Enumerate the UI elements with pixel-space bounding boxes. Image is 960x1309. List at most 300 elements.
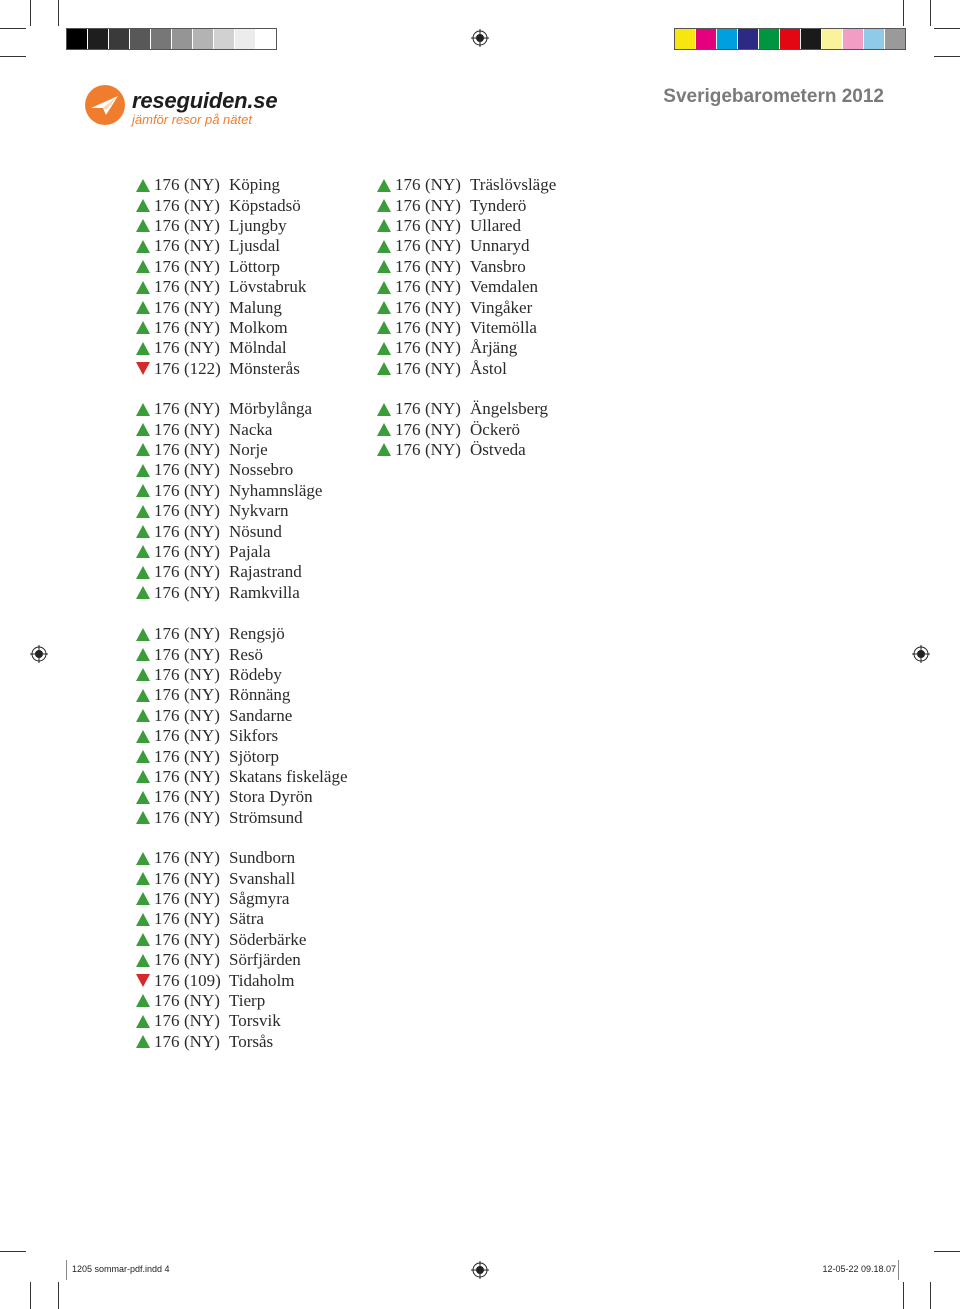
place-name: Mölndal [229, 338, 287, 358]
triangle-up-icon [377, 260, 395, 273]
triangle-up-icon [136, 933, 154, 946]
crop-mark [930, 1282, 931, 1309]
ranking-group [136, 399, 366, 603]
triangle-up-icon [136, 872, 154, 885]
previous-rank: (NY) [184, 888, 220, 908]
previous-rank: (NY) [425, 358, 461, 378]
previous-rank: (NY) [184, 521, 220, 541]
previous-rank: (NY) [184, 644, 220, 664]
ranking-group [377, 175, 607, 379]
ranking-row [136, 195, 366, 215]
place-name: Löttorp [229, 256, 280, 276]
registration-target-icon [471, 29, 489, 47]
rank-value: 176 [154, 480, 180, 500]
previous-rank: (NY) [184, 990, 220, 1010]
color-swatch [171, 29, 192, 49]
rank-value: 176 [154, 256, 180, 276]
rank-value: 176 [154, 399, 180, 419]
ranking-row [136, 440, 366, 460]
triangle-up-icon [377, 403, 395, 416]
color-swatch [192, 29, 213, 49]
rank-value: 176 [154, 439, 180, 459]
ranking-row [136, 767, 366, 787]
ranking-row [136, 787, 366, 807]
triangle-up-icon [377, 423, 395, 436]
rank-value: 176 [395, 277, 421, 297]
place-name: Söderbärke [229, 929, 307, 949]
place-name: Öckerö [470, 419, 521, 439]
rank-value: 176 [395, 215, 421, 235]
place-name: Molkom [229, 317, 288, 337]
triangle-up-icon [136, 342, 154, 355]
triangle-up-icon [377, 281, 395, 294]
place-name: Ljusdal [229, 236, 280, 256]
triangle-up-icon [136, 281, 154, 294]
previous-rank: (NY) [184, 480, 220, 500]
triangle-up-icon [136, 321, 154, 334]
ranking-row [136, 562, 366, 582]
place-name: Nossebro [229, 460, 294, 480]
place-name: Mönsterås [229, 358, 300, 378]
previous-rank: (NY) [425, 399, 461, 419]
rank-value: 176 [154, 419, 180, 439]
place-name: Mörbylånga [229, 399, 313, 419]
previous-rank: (NY) [425, 439, 461, 459]
triangle-up-icon [377, 219, 395, 232]
ranking-row [136, 746, 366, 766]
crop-mark [934, 28, 960, 29]
triangle-up-icon [136, 750, 154, 763]
previous-rank: (NY) [425, 419, 461, 439]
place-name: Skatans fiskeläge [229, 766, 348, 786]
color-swatch [87, 29, 108, 49]
previous-rank: (NY) [184, 439, 220, 459]
triangle-up-icon [136, 586, 154, 599]
rank-value: 176 [395, 175, 421, 195]
rank-value: 176 [154, 501, 180, 521]
rank-value: 176 [154, 236, 180, 256]
rank-value: 176 [154, 705, 180, 725]
triangle-up-icon [377, 443, 395, 456]
logo-name: reseguiden.se [132, 88, 278, 113]
ranking-row [136, 1011, 366, 1031]
place-name: Rönnäng [229, 685, 291, 705]
color-swatch [255, 29, 276, 49]
previous-rank: (NY) [184, 664, 220, 684]
previous-rank: (NY) [184, 1011, 220, 1031]
ranking-row [136, 644, 366, 664]
slug-divider [66, 1260, 67, 1280]
previous-rank: (NY) [184, 175, 220, 195]
ranking-row [136, 991, 366, 1011]
logo-tagline: jämför resor på nätet [132, 112, 252, 127]
color-swatch [129, 29, 150, 49]
place-name: Sågmyra [229, 888, 290, 908]
ranking-row [377, 257, 607, 277]
color-swatch [842, 29, 863, 49]
triangle-up-icon [136, 913, 154, 926]
rank-value: 176 [154, 215, 180, 235]
place-name: Åstol [470, 358, 507, 378]
slug-divider [898, 1260, 899, 1280]
ranking-row [136, 297, 366, 317]
color-swatch [800, 29, 821, 49]
place-name: Unnaryd [470, 236, 530, 256]
rank-value: 176 [154, 175, 180, 195]
triangle-up-icon [136, 240, 154, 253]
previous-rank: (NY) [184, 909, 220, 929]
triangle-up-icon [136, 505, 154, 518]
place-name: Årjäng [470, 338, 518, 358]
crop-mark [30, 1282, 31, 1309]
color-swatch [779, 29, 800, 49]
ranking-row [136, 359, 366, 379]
rank-value: 176 [154, 909, 180, 929]
place-name: Sundborn [229, 848, 296, 868]
ranking-row [136, 706, 366, 726]
triangle-up-icon [136, 179, 154, 192]
triangle-up-icon [136, 301, 154, 314]
ranking-row [136, 542, 366, 562]
color-swatch [150, 29, 171, 49]
place-name: Svanshall [229, 868, 296, 888]
place-name: Torsvik [229, 1011, 281, 1031]
previous-rank: (NY) [184, 562, 220, 582]
rank-value: 176 [395, 439, 421, 459]
rank-value: 176 [395, 338, 421, 358]
color-swatch [737, 29, 758, 49]
place-name: Tierp [229, 990, 266, 1010]
triangle-up-icon [136, 892, 154, 905]
ranking-row [377, 440, 607, 460]
ranking-row [136, 216, 366, 236]
rank-value: 176 [154, 1011, 180, 1031]
previous-rank: (NY) [184, 501, 220, 521]
place-name: Träslövsläge [470, 175, 557, 195]
crop-mark [930, 0, 931, 26]
previous-rank: (NY) [184, 766, 220, 786]
registration-target-icon [30, 645, 48, 663]
crop-mark [30, 0, 31, 26]
rank-value: 176 [154, 460, 180, 480]
place-name: Resö [229, 644, 263, 664]
ranking-row [377, 359, 607, 379]
triangle-up-icon [136, 260, 154, 273]
rank-value: 176 [154, 562, 180, 582]
previous-rank: (NY) [425, 338, 461, 358]
triangle-up-icon [377, 199, 395, 212]
crop-mark [934, 1251, 960, 1252]
triangle-up-icon [136, 668, 154, 681]
color-swatch [863, 29, 884, 49]
previous-rank: (NY) [184, 807, 220, 827]
place-name: Köping [229, 175, 280, 195]
previous-rank: (NY) [184, 541, 220, 561]
rank-value: 176 [154, 787, 180, 807]
previous-rank: (NY) [184, 787, 220, 807]
rank-value: 176 [395, 399, 421, 419]
place-name: Lövstabruk [229, 277, 307, 297]
crop-mark [903, 1282, 904, 1309]
color-swatch [695, 29, 716, 49]
place-name: Vansbro [470, 256, 526, 276]
place-name: Sörfjärden [229, 950, 301, 970]
rank-value: 176 [154, 990, 180, 1010]
rank-value: 176 [154, 644, 180, 664]
previous-rank: (NY) [425, 277, 461, 297]
place-name: Tidaholm [229, 970, 295, 990]
previous-rank: (NY) [184, 705, 220, 725]
previous-rank: (NY) [425, 175, 461, 195]
rank-value: 176 [154, 970, 180, 990]
previous-rank: (NY) [184, 746, 220, 766]
triangle-down-icon [136, 974, 154, 987]
rank-value: 176 [154, 582, 180, 602]
rank-value: 176 [395, 317, 421, 337]
triangle-up-icon [136, 954, 154, 967]
place-name: Nacka [229, 419, 273, 439]
rank-value: 176 [395, 297, 421, 317]
color-swatch [67, 29, 87, 49]
rank-value: 176 [154, 521, 180, 541]
place-name: Nösund [229, 521, 282, 541]
ranking-row [136, 624, 366, 644]
ranking-row [136, 338, 366, 358]
crop-mark [0, 56, 26, 57]
previous-rank: (NY) [425, 317, 461, 337]
previous-rank: (NY) [184, 215, 220, 235]
triangle-up-icon [136, 484, 154, 497]
previous-rank: (NY) [184, 868, 220, 888]
previous-rank: (NY) [184, 1031, 220, 1051]
triangle-up-icon [377, 362, 395, 375]
triangle-up-icon [136, 443, 154, 456]
rank-value: 176 [154, 1031, 180, 1051]
rank-value: 176 [154, 888, 180, 908]
previous-rank: (NY) [184, 236, 220, 256]
rank-value: 176 [154, 868, 180, 888]
ranking-row [136, 848, 366, 868]
triangle-up-icon [136, 791, 154, 804]
place-name: Sandarne [229, 705, 293, 725]
color-swatch [758, 29, 779, 49]
place-name: Rengsjö [229, 624, 285, 644]
previous-rank: (122) [184, 358, 221, 378]
triangle-up-icon [377, 342, 395, 355]
ranking-row [377, 195, 607, 215]
ranking-row [136, 399, 366, 419]
rank-value: 176 [154, 541, 180, 561]
crop-mark [0, 28, 26, 29]
triangle-up-icon [377, 321, 395, 334]
previous-rank: (NY) [425, 256, 461, 276]
previous-rank: (NY) [184, 950, 220, 970]
ranking-row [136, 236, 366, 256]
date-slug: 12-05-22 09.18.07 [822, 1264, 896, 1274]
previous-rank: (NY) [184, 685, 220, 705]
rank-value: 176 [154, 746, 180, 766]
color-swatch [675, 29, 695, 49]
ranking-row [136, 501, 366, 521]
triangle-up-icon [136, 199, 154, 212]
triangle-up-icon [136, 709, 154, 722]
previous-rank: (NY) [184, 460, 220, 480]
previous-rank: (NY) [184, 297, 220, 317]
triangle-up-icon [136, 525, 154, 538]
ranking-row [377, 338, 607, 358]
place-name: Vemdalen [470, 277, 538, 297]
triangle-down-icon [136, 362, 154, 375]
place-name: Ramkvilla [229, 582, 300, 602]
previous-rank: (NY) [184, 195, 220, 215]
ranking-group [377, 399, 607, 460]
previous-rank: (NY) [425, 215, 461, 235]
ranking-row [136, 318, 366, 338]
rank-value: 176 [154, 807, 180, 827]
ranking-row [136, 868, 366, 888]
document-title: Sverigebarometern 2012 [663, 86, 884, 107]
rank-value: 176 [395, 256, 421, 276]
triangle-up-icon [136, 566, 154, 579]
ranking-row [136, 277, 366, 297]
triangle-up-icon [136, 648, 154, 661]
crop-mark [58, 1282, 59, 1309]
crop-mark [934, 56, 960, 57]
ranking-row [377, 236, 607, 256]
place-name: Sikfors [229, 726, 279, 746]
previous-rank: (NY) [184, 726, 220, 746]
triangle-up-icon [136, 811, 154, 824]
ranking-row [136, 460, 366, 480]
rank-value: 176 [154, 766, 180, 786]
rank-value: 176 [154, 624, 180, 644]
rank-value: 176 [395, 236, 421, 256]
triangle-up-icon [136, 1015, 154, 1028]
triangle-up-icon [136, 852, 154, 865]
previous-rank: (NY) [184, 317, 220, 337]
registration-target-icon [912, 645, 930, 663]
ranking-row [136, 257, 366, 277]
rank-value: 176 [154, 358, 180, 378]
ranking-row [136, 175, 366, 195]
rank-value: 176 [154, 950, 180, 970]
crop-mark [0, 1251, 26, 1252]
place-name: Östveda [470, 439, 526, 459]
rank-value: 176 [395, 419, 421, 439]
ranking-row [136, 726, 366, 746]
rank-value: 176 [395, 358, 421, 378]
ranking-row [136, 419, 366, 439]
process-color-bar [674, 28, 906, 50]
triangle-up-icon [136, 689, 154, 702]
triangle-up-icon [136, 628, 154, 641]
place-name: Ljungby [229, 215, 287, 235]
triangle-up-icon [136, 770, 154, 783]
triangle-up-icon [136, 403, 154, 416]
ranking-row [377, 318, 607, 338]
rank-value: 176 [154, 848, 180, 868]
rank-value: 176 [154, 297, 180, 317]
previous-rank: (NY) [184, 419, 220, 439]
place-name: Stora Dyrön [229, 787, 313, 807]
previous-rank: (NY) [184, 929, 220, 949]
place-name: Ullared [470, 215, 521, 235]
triangle-up-icon [136, 545, 154, 558]
rank-value: 176 [154, 338, 180, 358]
ranking-row [136, 970, 366, 990]
color-swatch [884, 29, 905, 49]
rank-value: 176 [154, 317, 180, 337]
triangle-up-icon [136, 1035, 154, 1048]
color-swatch [234, 29, 255, 49]
place-name: Strömsund [229, 807, 303, 827]
place-name: Tynderö [470, 195, 527, 215]
crop-mark [58, 0, 59, 26]
color-swatch [213, 29, 234, 49]
rank-value: 176 [154, 929, 180, 949]
ranking-row [136, 583, 366, 603]
place-name: Sätra [229, 909, 264, 929]
ranking-row [136, 950, 366, 970]
file-slug: 1205 sommar-pdf.indd 4 [72, 1264, 170, 1274]
ranking-row [136, 930, 366, 950]
previous-rank: (NY) [184, 399, 220, 419]
place-name: Nykvarn [229, 501, 289, 521]
previous-rank: (NY) [184, 848, 220, 868]
rank-value: 176 [154, 277, 180, 297]
place-name: Rajastrand [229, 562, 302, 582]
ranking-row [377, 216, 607, 236]
previous-rank: (NY) [425, 297, 461, 317]
triangle-up-icon [136, 423, 154, 436]
ranking-group [136, 624, 366, 828]
rank-value: 176 [154, 195, 180, 215]
color-swatch [821, 29, 842, 49]
ranking-row [136, 481, 366, 501]
triangle-up-icon [136, 219, 154, 232]
ranking-group [136, 175, 366, 379]
place-name: Ängelsberg [470, 399, 549, 419]
place-name: Torsås [229, 1031, 274, 1051]
ranking-row [377, 419, 607, 439]
previous-rank: (NY) [184, 338, 220, 358]
previous-rank: (NY) [425, 236, 461, 256]
color-swatch [108, 29, 129, 49]
ranking-row [377, 175, 607, 195]
rank-value: 176 [154, 685, 180, 705]
place-name: Nyhamnsläge [229, 480, 323, 500]
ranking-row [136, 1032, 366, 1052]
reseguiden-logo [84, 84, 344, 128]
ranking-row [377, 297, 607, 317]
place-name: Rödeby [229, 664, 282, 684]
paper-plane-icon [84, 84, 126, 126]
triangle-up-icon [377, 179, 395, 192]
ranking-row [136, 685, 366, 705]
ranking-row [136, 808, 366, 828]
place-name: Vitemölla [470, 317, 537, 337]
previous-rank: (NY) [425, 195, 461, 215]
place-name: Norje [229, 439, 268, 459]
rank-value: 176 [154, 726, 180, 746]
place-name: Vingåker [470, 297, 533, 317]
crop-mark [903, 0, 904, 26]
place-name: Köpstadsö [229, 195, 301, 215]
ranking-row [136, 909, 366, 929]
ranking-row [136, 521, 366, 541]
triangle-up-icon [377, 240, 395, 253]
place-name: Malung [229, 297, 282, 317]
